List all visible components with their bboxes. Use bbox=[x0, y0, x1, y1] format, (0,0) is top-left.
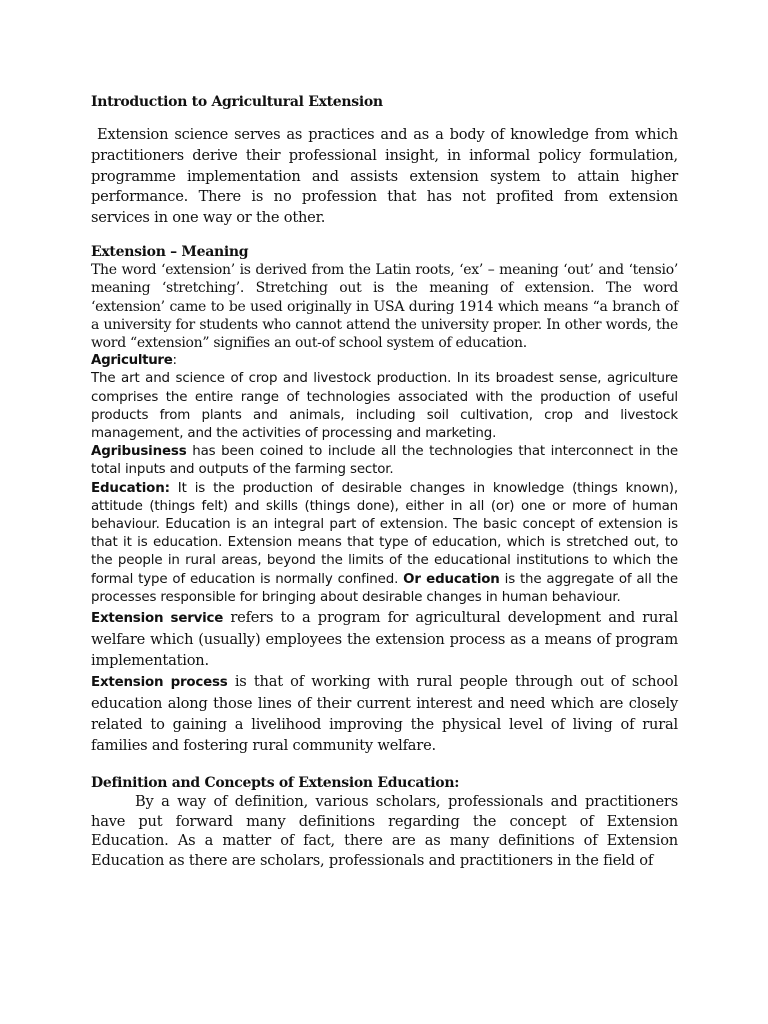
definition-paragraph: By a way of definition, various scholars, professionals and practitioners have put forward many definitions regarding the concept of Extension Education. As a matter of fact, there are as many definitions of Extension Education as there are scholars, professionals and practitioners in the field of bbox=[91, 793, 678, 870]
agriculture-paragraph: The art and science of crop and livestock production. In its broadest sense, agriculture comprises the entire range of technologies associated with the production of useful products from plants and animals, including soil cultivation, crop and livestock management, and the activities of processing and marketing. bbox=[91, 371, 678, 442]
definition-heading: Definition and Concepts of Extension Education: bbox=[91, 775, 460, 792]
or-education-term: Or education bbox=[403, 571, 500, 587]
agribusiness-text: has been coined to include all the technologies that interconnect in the total inputs and outputs of the farming sector. bbox=[91, 444, 678, 478]
agriculture-heading bbox=[91, 352, 678, 370]
document-title: Introduction to Agricultural Extension bbox=[91, 94, 383, 110]
or-education-text: is the aggregate of all the processes responsible for bringing about desirable changes in human behaviour. bbox=[91, 571, 679, 605]
education-text: It is the production of desirable changes in knowledge (things known), attitude (things felt) and skills (things done), either in all (or) one or more of human behaviour. Education is an integral part of extension. The basic concept of extension is that it is education. Extension means that type of education, which is stretched out, to the people in rural areas, beyond the limits of the educational institutions to which the formal type of education is normally confined. bbox=[91, 480, 678, 587]
extension-service-term: Extension service bbox=[91, 611, 224, 627]
intro-paragraph bbox=[91, 125, 678, 229]
extension-process-paragraph bbox=[91, 671, 678, 756]
agriculture-heading-colon: : bbox=[172, 353, 177, 369]
agribusiness-paragraph bbox=[91, 443, 678, 479]
document-page bbox=[91, 93, 678, 871]
meaning-heading: Extension – Meaning bbox=[91, 243, 249, 260]
extension-service-text: refers to a program for agricultural development and rural welfare which (usually) employees the extension process as a means of program implementation. bbox=[91, 609, 678, 670]
extension-process-term: Extension process bbox=[91, 675, 228, 691]
extension-process-text: is that of working with rural people through out of school education along those lines of their current interest and need which are closely related to gaining a livelihood improving the physical level of living of rural families and fostering rural community welfare. bbox=[91, 673, 678, 755]
agriculture-heading-text: Agriculture bbox=[91, 353, 173, 369]
agribusiness-term: Agribusiness bbox=[91, 444, 187, 460]
education-term: Education: bbox=[91, 480, 170, 496]
extension-service-paragraph bbox=[91, 607, 678, 671]
education-paragraph bbox=[91, 480, 678, 607]
meaning-paragraph: The word ‘extension’ is derived from the Latin roots, ‘ex’ – meaning ‘out’ and ‘tensio’ meaning ‘stretching’. Stretching out is the meaning of extension. The word ‘extension’ came to be used originally in USA during 1914 which means “a branch of a university for students who cannot attend the university proper. In other words, the word “extension” signifies an out-of school system of education. bbox=[91, 262, 678, 351]
intro-text: Extension science serves as practices and as a body of knowledge from which practitioners derive their professional insight, in informal policy formulation, programme implementation and assists extension system to attain higher performance. There is no profession that has not profited from extension services in one way or the other. bbox=[91, 126, 678, 227]
